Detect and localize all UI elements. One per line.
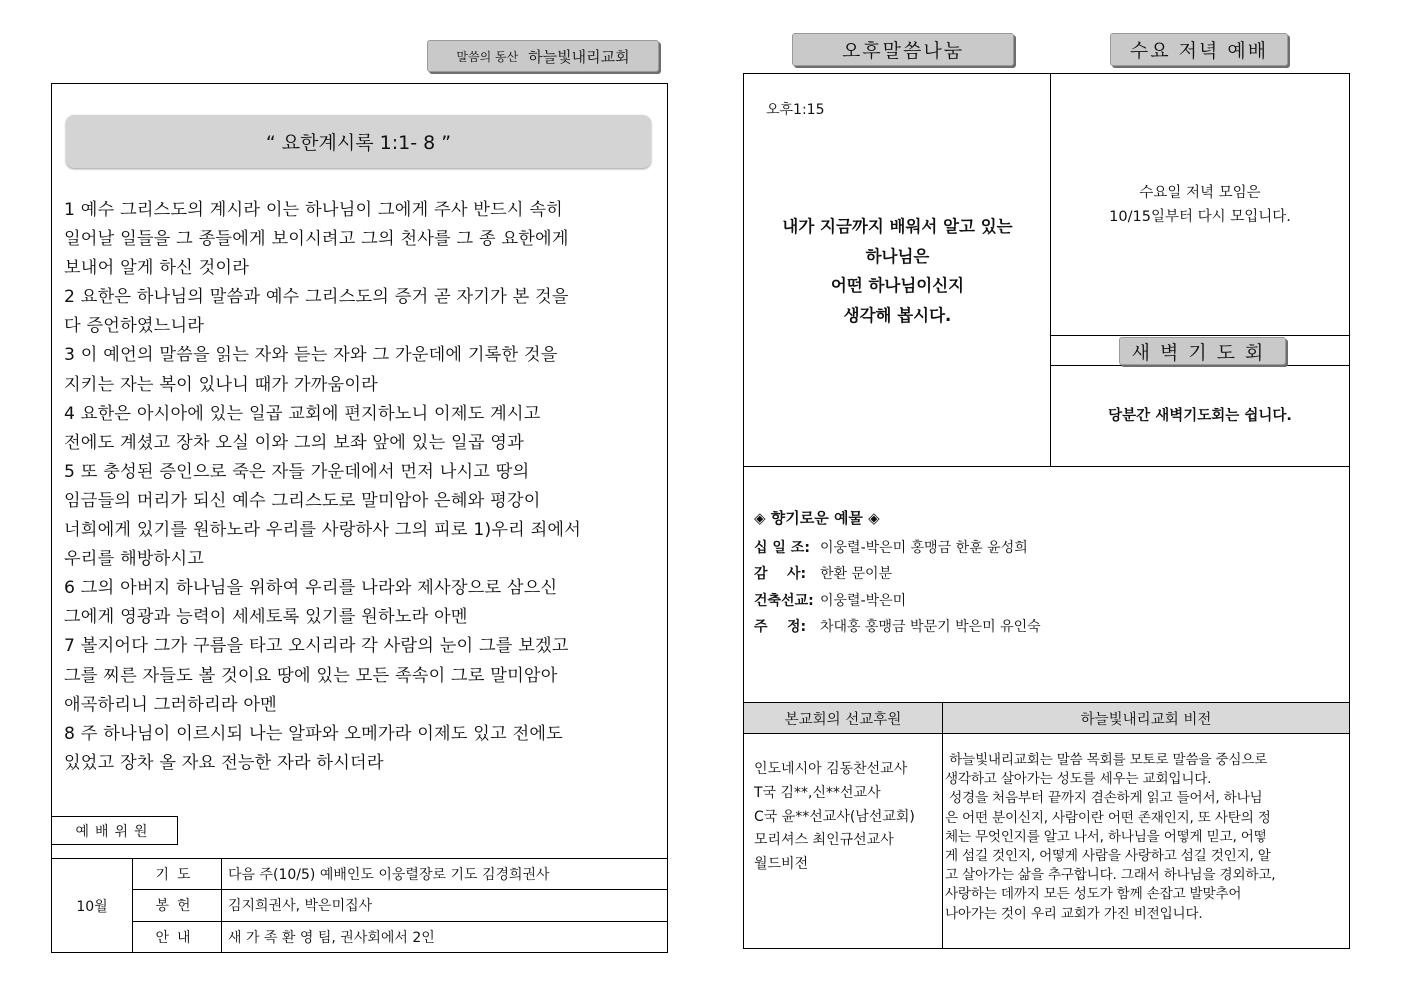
scripture-title: “ 요한계시록 1:1- 8 ”: [66, 115, 651, 168]
offering-label: 감 사:: [754, 566, 807, 583]
vision-line: 하늘빛내리교회는 말씀 목회를 모토로 말씀을 중심으로: [945, 752, 1268, 768]
church-motto: 말씀의 동산: [456, 49, 519, 64]
list-item: [754, 614, 1041, 640]
offering-names: 한환 문이분: [820, 566, 893, 583]
sharing-time: 오후1:15: [766, 102, 825, 118]
verse-line: 2 요한은 하나님의 말씀과 예수 그리스도의 증거 곧 자기가 본 것을: [64, 287, 569, 308]
offering-names: 이웅렬-박은미: [820, 592, 907, 609]
message-line: 어떤 하나님이신지: [830, 276, 965, 295]
verse-line: 3 이 예언의 말씀을 읽는 자와 듣는 자와 그 가운데에 기록한 것을: [64, 345, 558, 366]
verse-line: 그에게 영광과 능력이 세세토록 있기를 원하노라 아멘: [64, 607, 468, 628]
vision-line: 생각하고 살아가는 성도를 세우는 교회입니다.: [945, 771, 1212, 788]
verse-line: 5 또 충성된 증인으로 죽은 자들 가운데에서 먼저 나시고 땅의: [64, 461, 530, 482]
mission-support-header: 본교회의 선교후원: [744, 703, 942, 733]
divider: [743, 466, 1350, 467]
offering-list: [754, 535, 1041, 640]
verse-line: 그를 찌른 자들도 볼 것이요 땅에 있는 모든 족속이 그로 말미암아: [64, 665, 558, 686]
notice-line: 수요일 저녁 모임은: [1139, 185, 1261, 201]
missionary-list: [754, 758, 915, 877]
divider: [1050, 335, 1350, 336]
sharing-message: [745, 212, 1050, 330]
vision-line: 게 섬길 것인지, 어떻게 사람을 사랑하고 섬길 것인지, 알: [945, 848, 1271, 865]
list-item: 모리셔스 최인규선교사: [754, 832, 894, 849]
wednesday-service-tab: 수요 저녁 예배: [1110, 33, 1288, 66]
verse-line: 임금들의 머리가 되신 예수 그리스도로 말미암아 은혜와 평강이: [64, 490, 541, 511]
duty-detail: 다음 주(10/5) 예배인도 이웅렬장로 기도 김경희권사: [222, 859, 668, 890]
verse-line: 애곡하리니 그러하리라 아멘: [64, 694, 277, 715]
list-item: [754, 588, 1041, 614]
verse-line: 8 주 하나님이 이르시되 나는 알파와 오메가라 이제도 있고 전에도: [64, 723, 563, 744]
message-line: 생각해 봅시다.: [843, 305, 952, 325]
list-item: [754, 535, 1041, 561]
verse-line: 6 그의 아버지 하나님을 위하여 우리를 나라와 제사장으로 삼으신: [64, 578, 558, 599]
church-name-tag: [427, 40, 659, 72]
list-item: 월드비전: [754, 856, 809, 873]
list-item: 인도네시아 김동찬선교사: [754, 761, 908, 777]
worship-duty-table: [51, 858, 668, 953]
message-line: 내가 지금까지 배워서 알고 있는: [782, 217, 1013, 236]
worship-committee-label: 예배위원: [51, 816, 178, 845]
vision-line: 나아가는 것이 우리 교회가 가진 비전입니다.: [945, 905, 1203, 922]
duty-detail: 김지희권사, 박은미집사: [222, 890, 668, 921]
verse-line: 7 볼지어다 그가 구름을 타고 오시리라 각 사람의 눈이 그를 보겠고: [64, 636, 569, 657]
offering-label: 주 정:: [754, 618, 807, 635]
church-vision-header: 하늘빛내리교회 비전: [943, 703, 1349, 733]
afternoon-sharing-tab: 오후말씀나눔: [792, 33, 1014, 66]
church-vision-text: [945, 751, 1348, 924]
verse-line: 지키는 자는 복이 있나니 때가 가까움이라: [64, 374, 378, 395]
divider: [1050, 365, 1350, 366]
duty-month: 10월: [52, 859, 133, 953]
duty-role: 봉헌: [133, 890, 222, 921]
verse-line: 1 예수 그리스도의 계시라 이는 하나님이 그에게 주사 반드시 속히: [64, 200, 563, 220]
offering-label: 십 일 조:: [754, 540, 810, 556]
list-item: T국 김**,신**선교사: [754, 784, 881, 801]
verse-line: 너희에게 있기를 원하노라 우리를 사랑하사 그의 피로 1)우리 죄에서: [64, 520, 582, 541]
vision-line: 체는 무엇인지를 알고 나서, 하나님을 어떻게 믿고, 어떻: [945, 828, 1267, 845]
divider: [743, 733, 1350, 734]
vision-line: 성경을 처음부터 끝까지 겸손하게 읽고 들어서, 하나님: [945, 790, 1263, 807]
vision-line: 사랑하는 데까지 모든 성도가 함께 손잡고 발맞추어: [945, 886, 1242, 903]
scripture-verses: [64, 196, 659, 778]
vision-line: 은 어떤 분이신지, 사람이란 어떤 존재인지, 또 사탄의 정: [945, 809, 1271, 826]
message-line: 하나님은: [865, 246, 930, 266]
verse-line: 4 요한은 아시아에 있는 일곱 교회에 편지하노니 이제도 계시고: [64, 403, 541, 424]
verse-line: 있었고 장차 올 자요 전능한 자라 하시더라: [64, 752, 384, 773]
verse-line: 일어날 일들을 그 종들에게 보이시려고 그의 천사를 그 종 요한에게: [64, 229, 569, 250]
duty-role: 안내: [133, 921, 222, 952]
verse-line: 다 증언하였느니라: [64, 316, 205, 337]
verse-line: 전에도 계셨고 장차 오실 이와 그의 보좌 앞에 있는 일곱 영과: [64, 432, 524, 453]
church-name: 하늘빛내리교회: [528, 47, 630, 66]
table-row: [52, 921, 668, 952]
offering-title: ◈ 향기로운 예물 ◈: [754, 509, 880, 527]
notice-line: 10/15일부터 다시 모입니다.: [1109, 209, 1291, 225]
list-item: C국 윤**선교사(남선교회): [754, 808, 915, 825]
divider: [1050, 73, 1051, 466]
offering-names: 차대홍 홍맹금 박문기 박은미 유인숙: [820, 618, 1041, 635]
table-row: [52, 890, 668, 921]
offering-label: 건축선교:: [754, 592, 814, 609]
wednesday-notice: [1052, 181, 1348, 229]
offering-names: 이웅렬-박은미 홍맹금 한훈 윤성희: [820, 540, 1028, 556]
table-row: [52, 859, 668, 890]
verse-line: 보내어 알게 하신 것이라: [64, 258, 250, 279]
duty-role: 기도: [133, 859, 222, 890]
dawn-prayer-tab: 새벽기도회: [1119, 337, 1286, 365]
list-item: [754, 561, 1041, 587]
verse-line: 우리를 해방하시고: [64, 549, 205, 570]
duty-detail: 새 가 족 환 영 팀, 권사회에서 2인: [222, 921, 668, 952]
dawn-notice: 당분간 새벽기도회는 쉽니다.: [1108, 408, 1292, 424]
divider: [942, 702, 943, 949]
vision-line: 고 살아가는 삶을 추구합니다. 그래서 하나님을 경외하고,: [945, 867, 1276, 884]
